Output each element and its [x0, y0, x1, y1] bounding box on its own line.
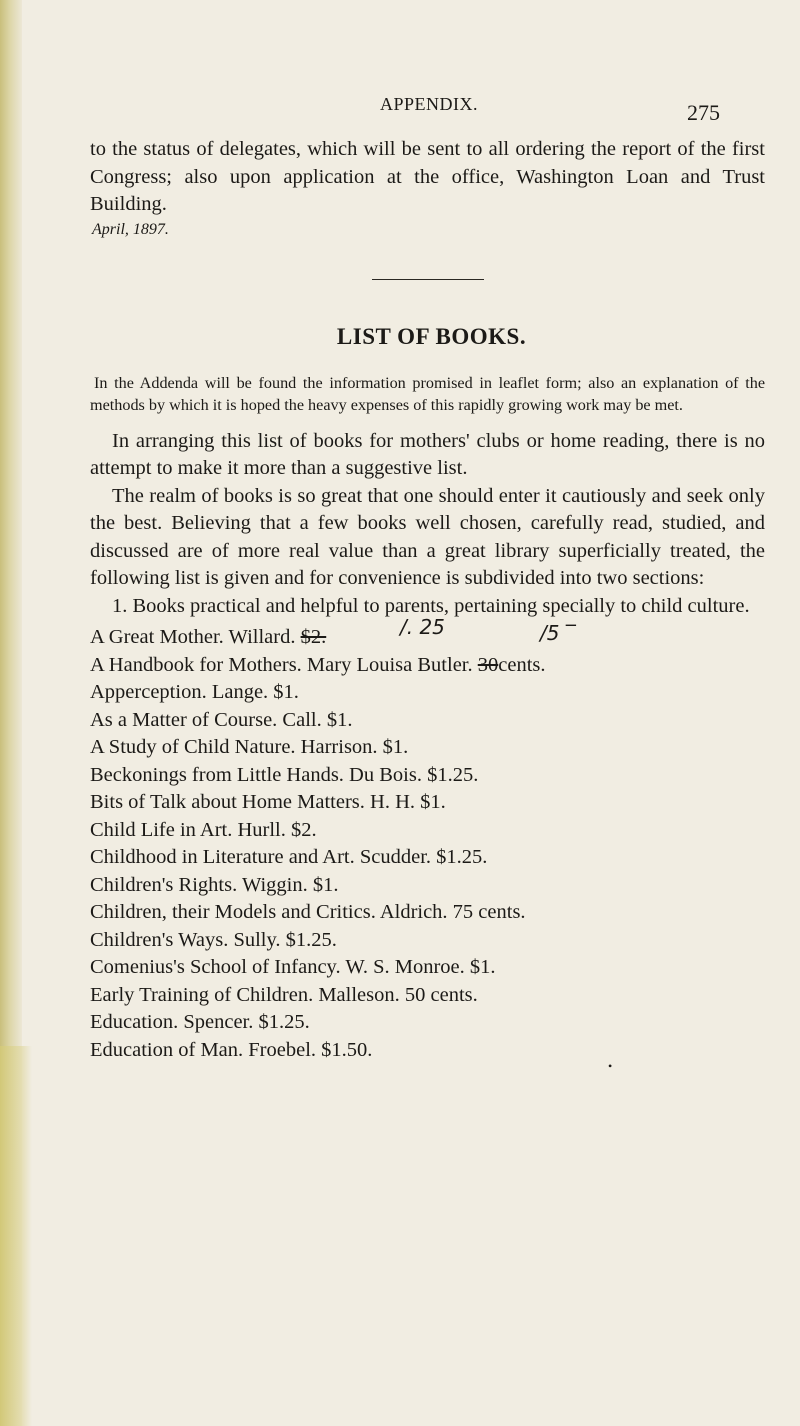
book-text: Education of Man. Froebel. $1.50. — [90, 1038, 373, 1061]
book-entry — [90, 615, 765, 652]
book-entry: Comenius's School of Infancy. W. S. Monroe. $1. — [90, 956, 496, 978]
book-entry: Beckonings from Little Hands. Du Bois. $1.25. — [90, 763, 479, 786]
page-header — [380, 88, 720, 124]
page-number: 275 — [687, 100, 720, 125]
handwritten-annotation: /5 ‾ — [540, 621, 576, 645]
running-head: APPENDIX. — [380, 94, 479, 114]
book-text: A Great Mother. Willard. — [90, 626, 296, 648]
book-entry: As a Matter of Course. Call. $1. — [90, 708, 353, 731]
stray-mark: • — [608, 1058, 613, 1073]
book-entry — [90, 1037, 765, 1073]
book-entry: Children's Ways. Sully. $1.25. — [90, 928, 337, 951]
book-entry — [90, 652, 765, 680]
book-entry: Apperception. Lange. $1. — [90, 681, 299, 703]
book-text: A Handbook for Mothers. Mary Louisa Butler. — [90, 653, 473, 676]
book-entry: Children's Rights. Wiggin. $1. — [90, 873, 339, 896]
book-entry: Early Training of Children. Malleson. 50 cents. — [90, 983, 478, 1006]
book-entry: Child Life in Art. Hurll. $2. — [90, 818, 317, 841]
handwritten-annotation: /. 25 — [400, 615, 445, 639]
price-suffix: cents. — [498, 653, 546, 676]
addenda-note: In the Addenda will be found the information promised in leaflet form; also an explanation of the methods by which it is hoped the heavy expenses of this rapidly growing work may be met. — [90, 373, 765, 414]
book-entry: Bits of Talk about Home Matters. H. H. $1. — [90, 791, 446, 813]
book-entry: Childhood in Literature and Art. Scudder. $1.25. — [90, 846, 488, 868]
intro-paragraph: to the status of delegates, which will be sent to all ordering the report of the first Congress; also upon application at the office, Washington Loan and Trust Building. — [90, 138, 765, 215]
section-one-heading: 1. Books practical and helpful to parents, pertaining specially to child culture. — [112, 594, 750, 617]
struck-price: 30 — [477, 653, 499, 676]
book-entry: Children, their Models and Critics. Aldrich. 75 cents. — [90, 901, 526, 923]
book-entry: A Study of Child Nature. Harrison. $1. — [90, 736, 409, 758]
book-entry: Education. Spencer. $1.25. — [90, 1011, 310, 1033]
arranging-paragraph: In arranging this list of books for mothers' clubs or home reading, there is no attempt to make it more than a suggestive list. — [90, 429, 765, 479]
book-list — [90, 615, 765, 1073]
struck-price: $2. — [300, 626, 327, 648]
page-body — [90, 136, 765, 1073]
section-divider — [372, 279, 484, 280]
page-edge-stain — [0, 1046, 32, 1426]
section-title: LIST OF BOOKS. — [336, 323, 527, 349]
dateline: April, 1897. — [92, 220, 169, 238]
realm-paragraph: The realm of books is so great that one should enter it cautiously and seek only the best. Believing that a few books well chosen, carefully read, studied, and discussed are of more real value than a great library superficially treated, the following list is given and for convenience is subdivided into two sections: — [90, 484, 765, 589]
